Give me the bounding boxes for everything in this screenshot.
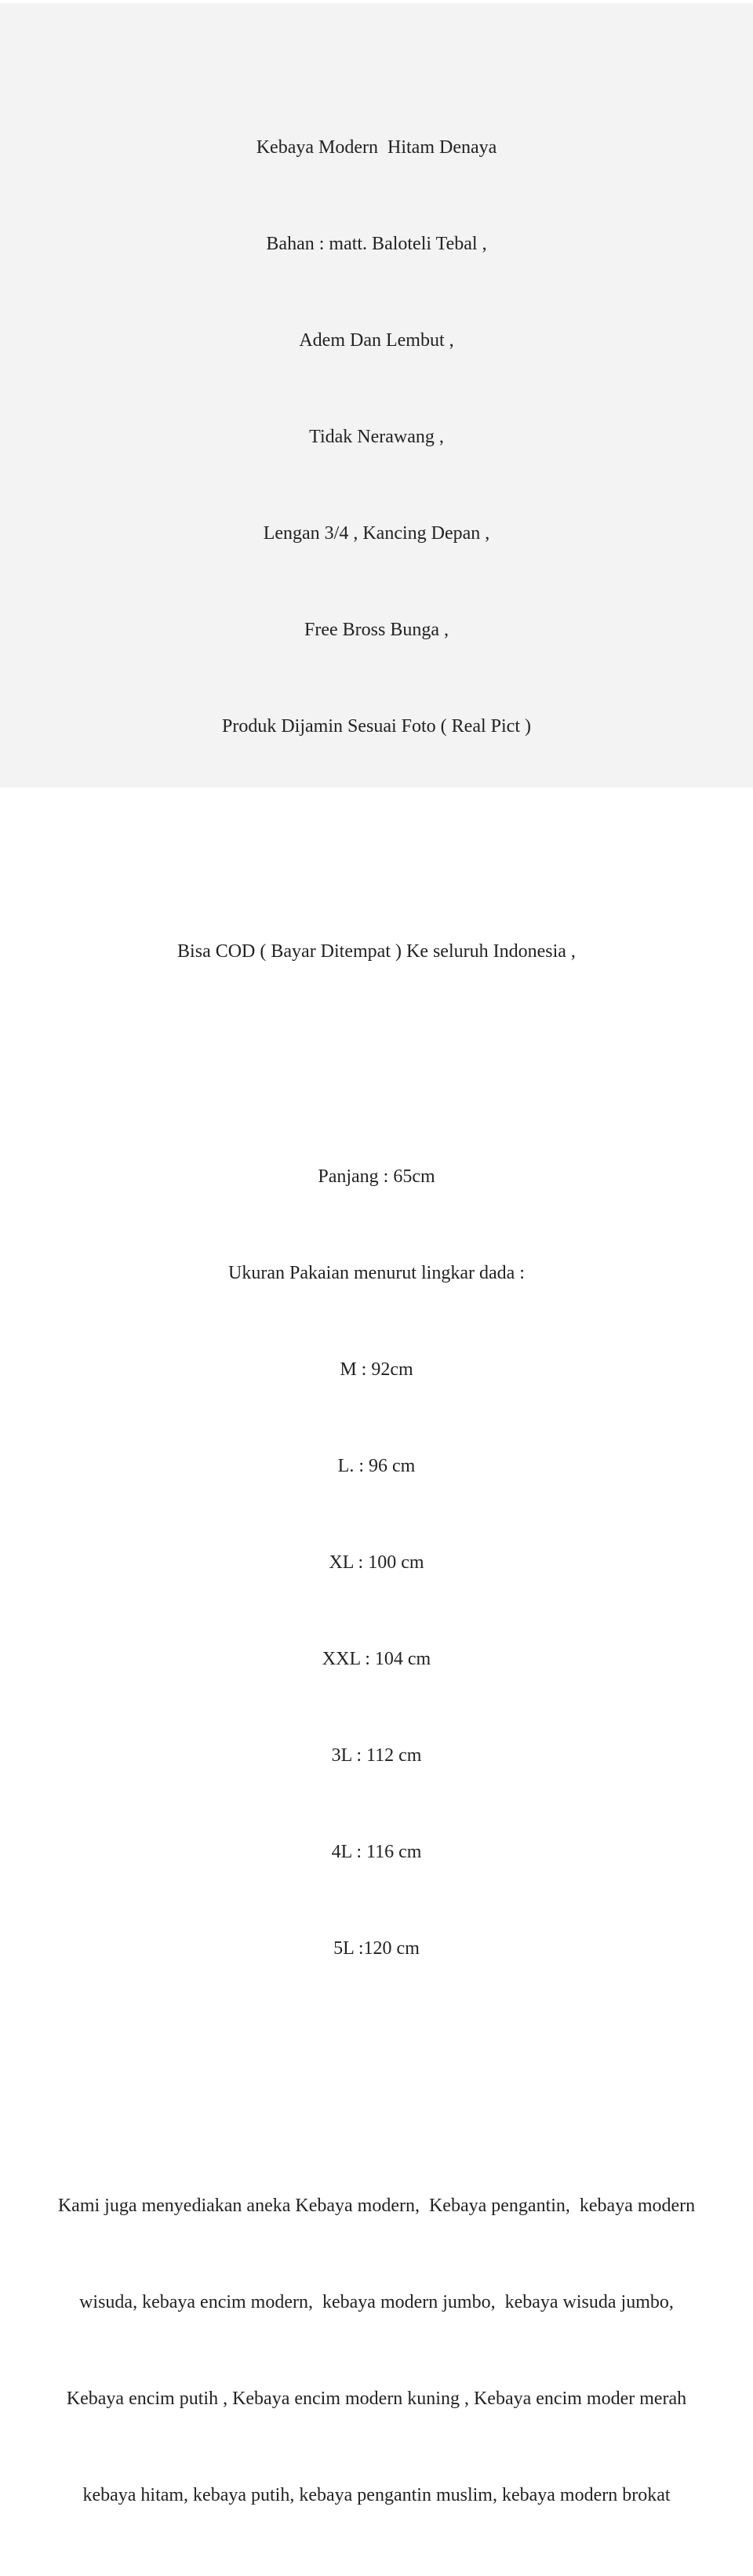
guarantee-line: Produk Dijamin Sesuai Foto ( Real Pict ) <box>222 716 531 737</box>
product-description-panel <box>0 3 753 2505</box>
size-4l: 4L : 116 cm <box>331 1842 422 1862</box>
material-line: Bahan : matt. Baloteli Tebal , <box>266 234 487 254</box>
product-description <box>0 3 753 2576</box>
size-m: M : 92cm <box>340 1359 413 1380</box>
size-xl: XL : 100 cm <box>329 1552 424 1573</box>
size-l: L. : 96 cm <box>337 1456 416 1476</box>
size-heading: Ukuran Pakaian menurut lingkar dada : <box>228 1263 525 1283</box>
size-3l: 3L : 112 cm <box>331 1745 422 1766</box>
paragraph-line: Kebaya encim putih , Kebaya encim modern kuning , Kebaya encim moder merah <box>66 2389 687 2409</box>
size-xxl: XXL : 104 cm <box>322 1649 431 1669</box>
paragraph-line: kebaya hitam, kebaya putih, kebaya pengantin muslim, kebaya modern brokat <box>82 2485 671 2505</box>
length-line: Panjang : 65cm <box>318 1166 435 1187</box>
cod-line: Bisa COD ( Bayar Ditempat ) Ke seluruh Indonesia , <box>177 941 576 962</box>
sleeve-line: Lengan 3/4 , Kancing Depan , <box>263 523 490 544</box>
not-see-through-line: Tidak Nerawang , <box>309 427 444 447</box>
brooch-line: Free Bross Bunga , <box>304 620 449 640</box>
paragraph-line: wisuda, kebaya encim modern, kebaya modern jumbo, kebaya wisuda jumbo, <box>79 2292 674 2312</box>
comfort-line: Adem Dan Lembut , <box>299 330 454 351</box>
product-title: Kebaya Modern Hitam Denaya <box>256 137 497 158</box>
paragraph-line: Kami juga menyediakan aneka Kebaya modern, Kebaya pengantin, kebaya modern <box>57 2196 696 2216</box>
size-5l: 5L :120 cm <box>333 1938 420 1959</box>
